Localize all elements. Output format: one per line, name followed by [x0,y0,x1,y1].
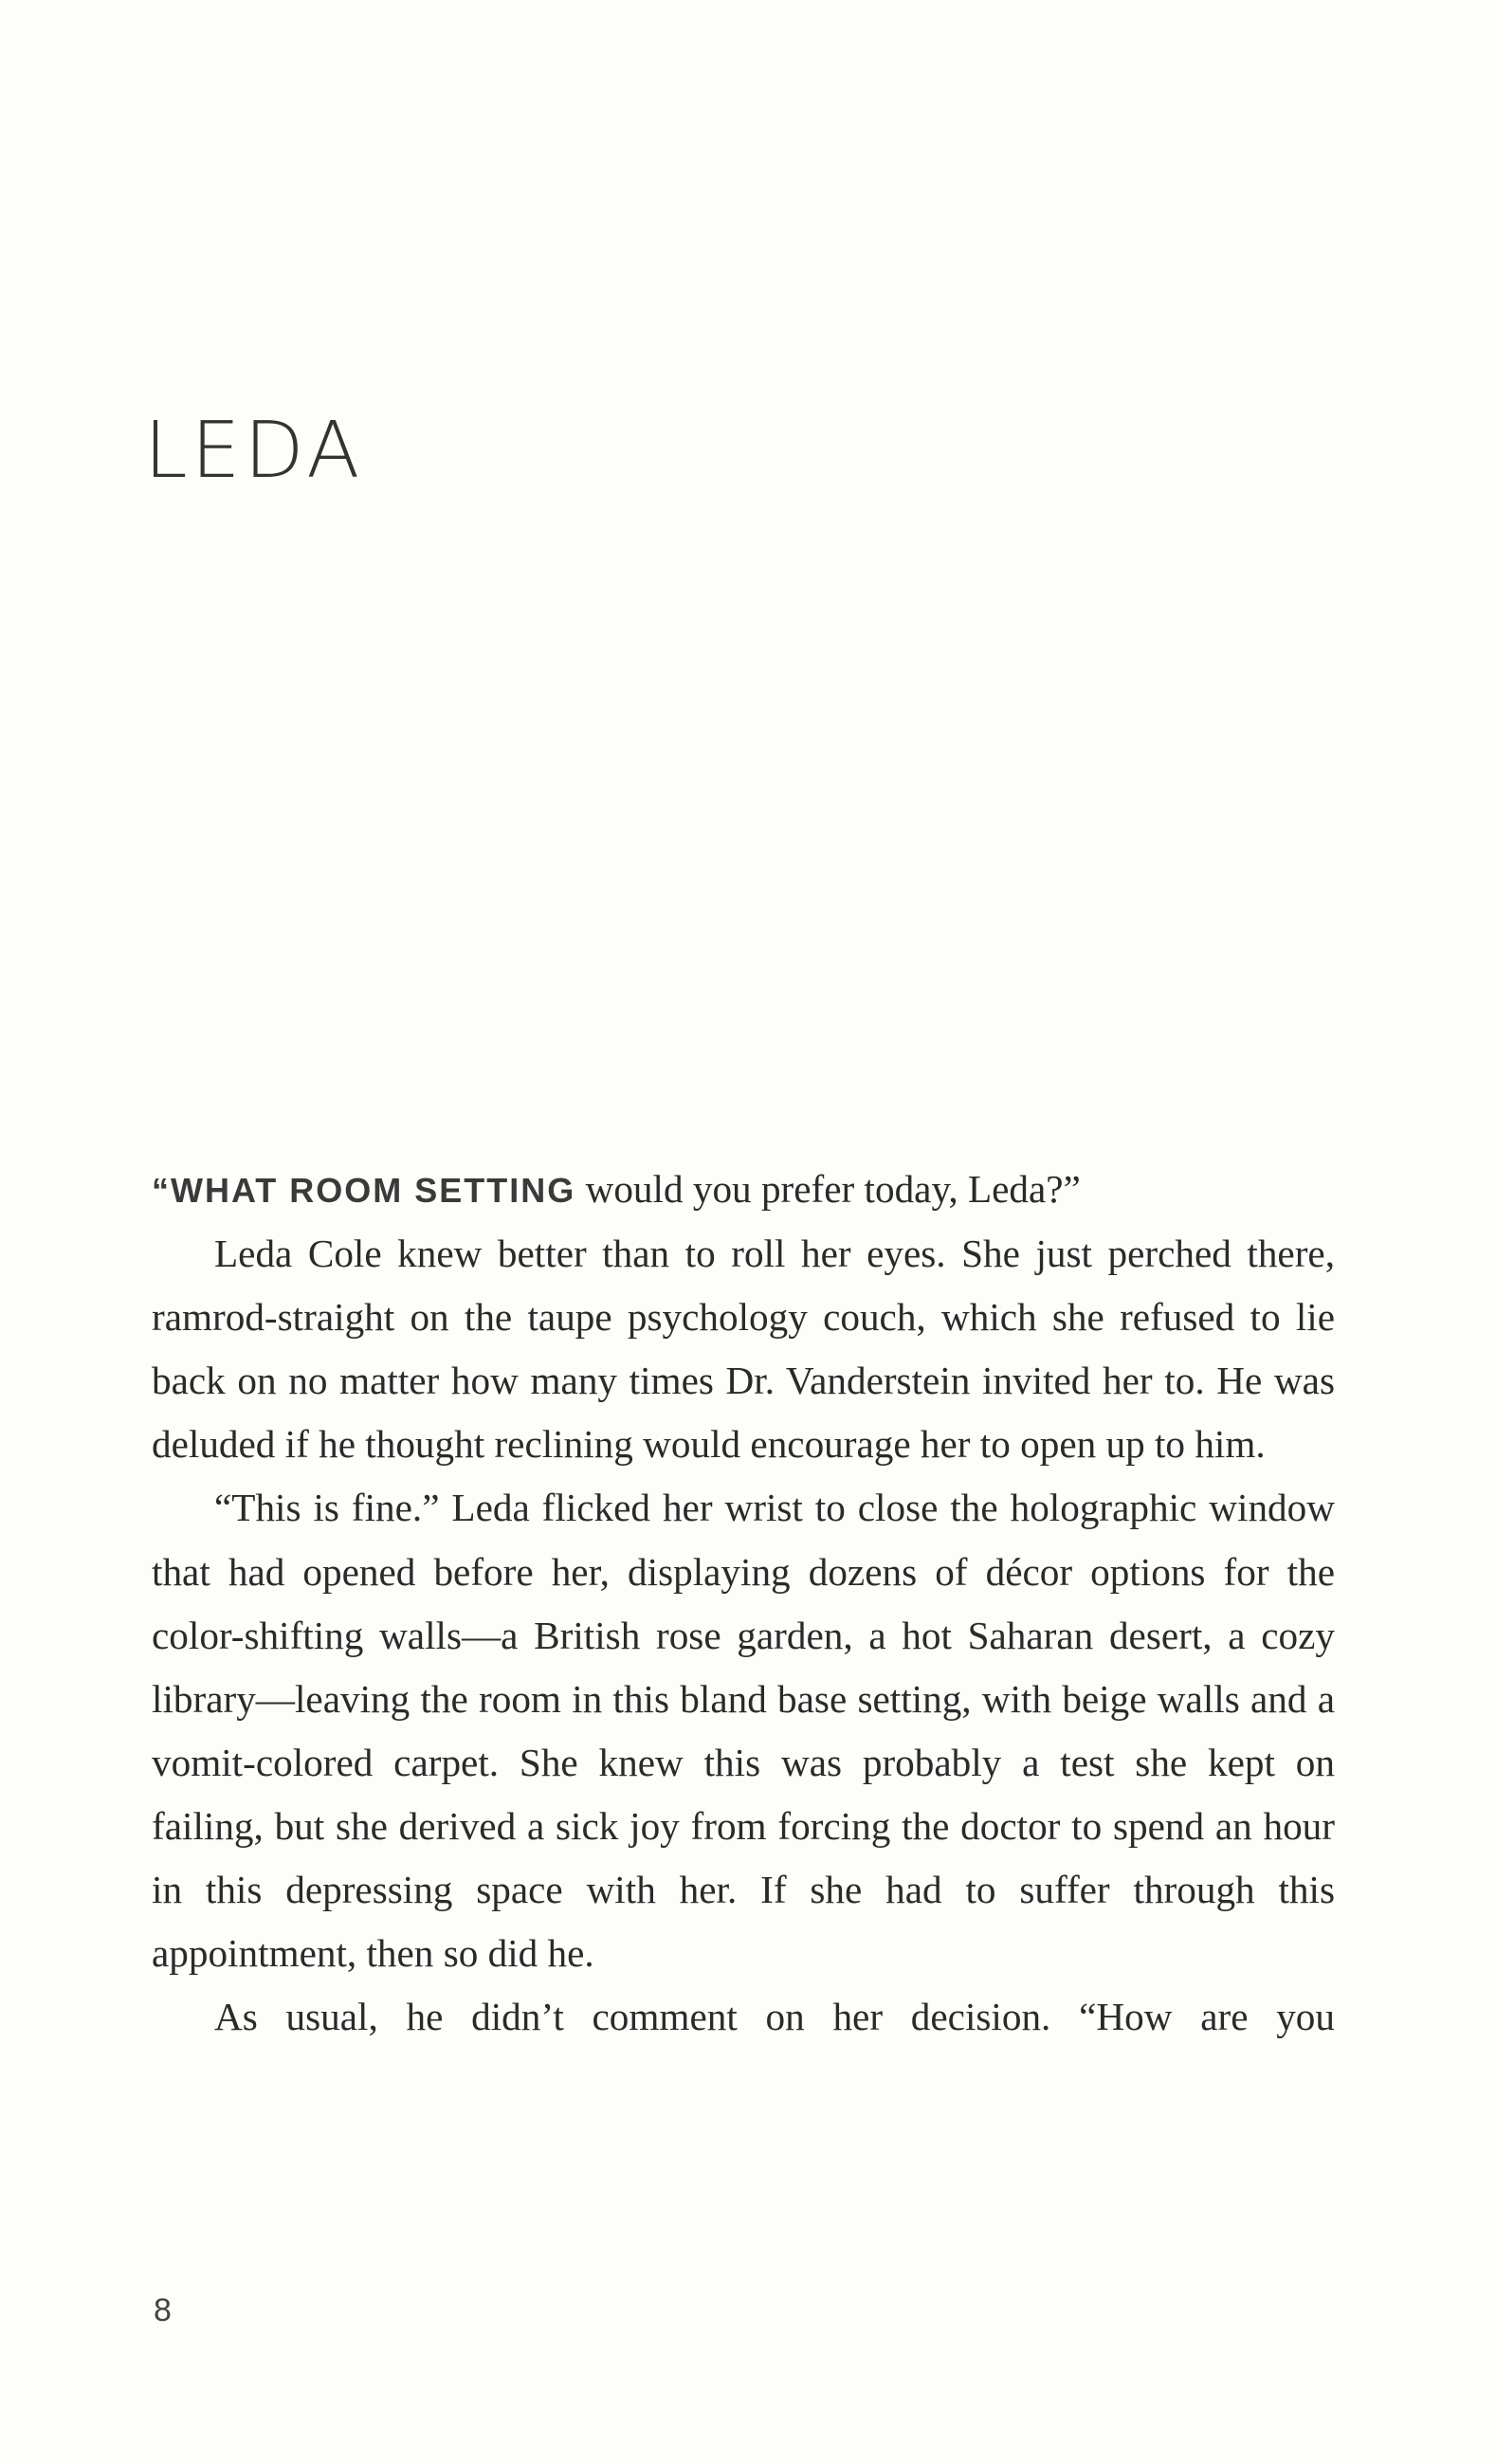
opening-paragraph-rest: would you prefer today, Leda?” [575,1167,1081,1211]
page-number: 8 [154,2292,172,2328]
paragraph-3: “This is fine.” Leda flicked her wrist to close the holographic window that had opened before her, displaying dozens of décor options for the color-shifting walls—a British rose garden, a hot Saharan desert, a cozy library—leaving the room in this bland base setting, with beige walls and a vomit-colored carpet. She knew this was probably a test she kept on failing, but she derived a sick joy from forcing the doctor to spend an hour in this depressing space with her. If she had to suffer through this appointment, then so did he. [152,1486,1335,1976]
opening-small-caps: WHAT ROOM SETTING [171,1171,576,1210]
chapter-body [152,1158,1335,2049]
chapter-title: LEDA [144,406,364,496]
opening-paragraph [152,1158,1335,1222]
paragraph-2: Leda Cole knew better than to roll her eyes. She just perched there, ramrod-straight on the taupe psychology couch, which she refused to lie back on no matter how many times Dr. Vanderstein invited her to. He was deluded if he thought reclining would encourage her to open up to him. [152,1232,1335,1467]
opening-quote-mark: “ [152,1171,171,1210]
paragraph-4: As usual, he didn’t comment on her decision. “How are you [214,1995,1335,2039]
